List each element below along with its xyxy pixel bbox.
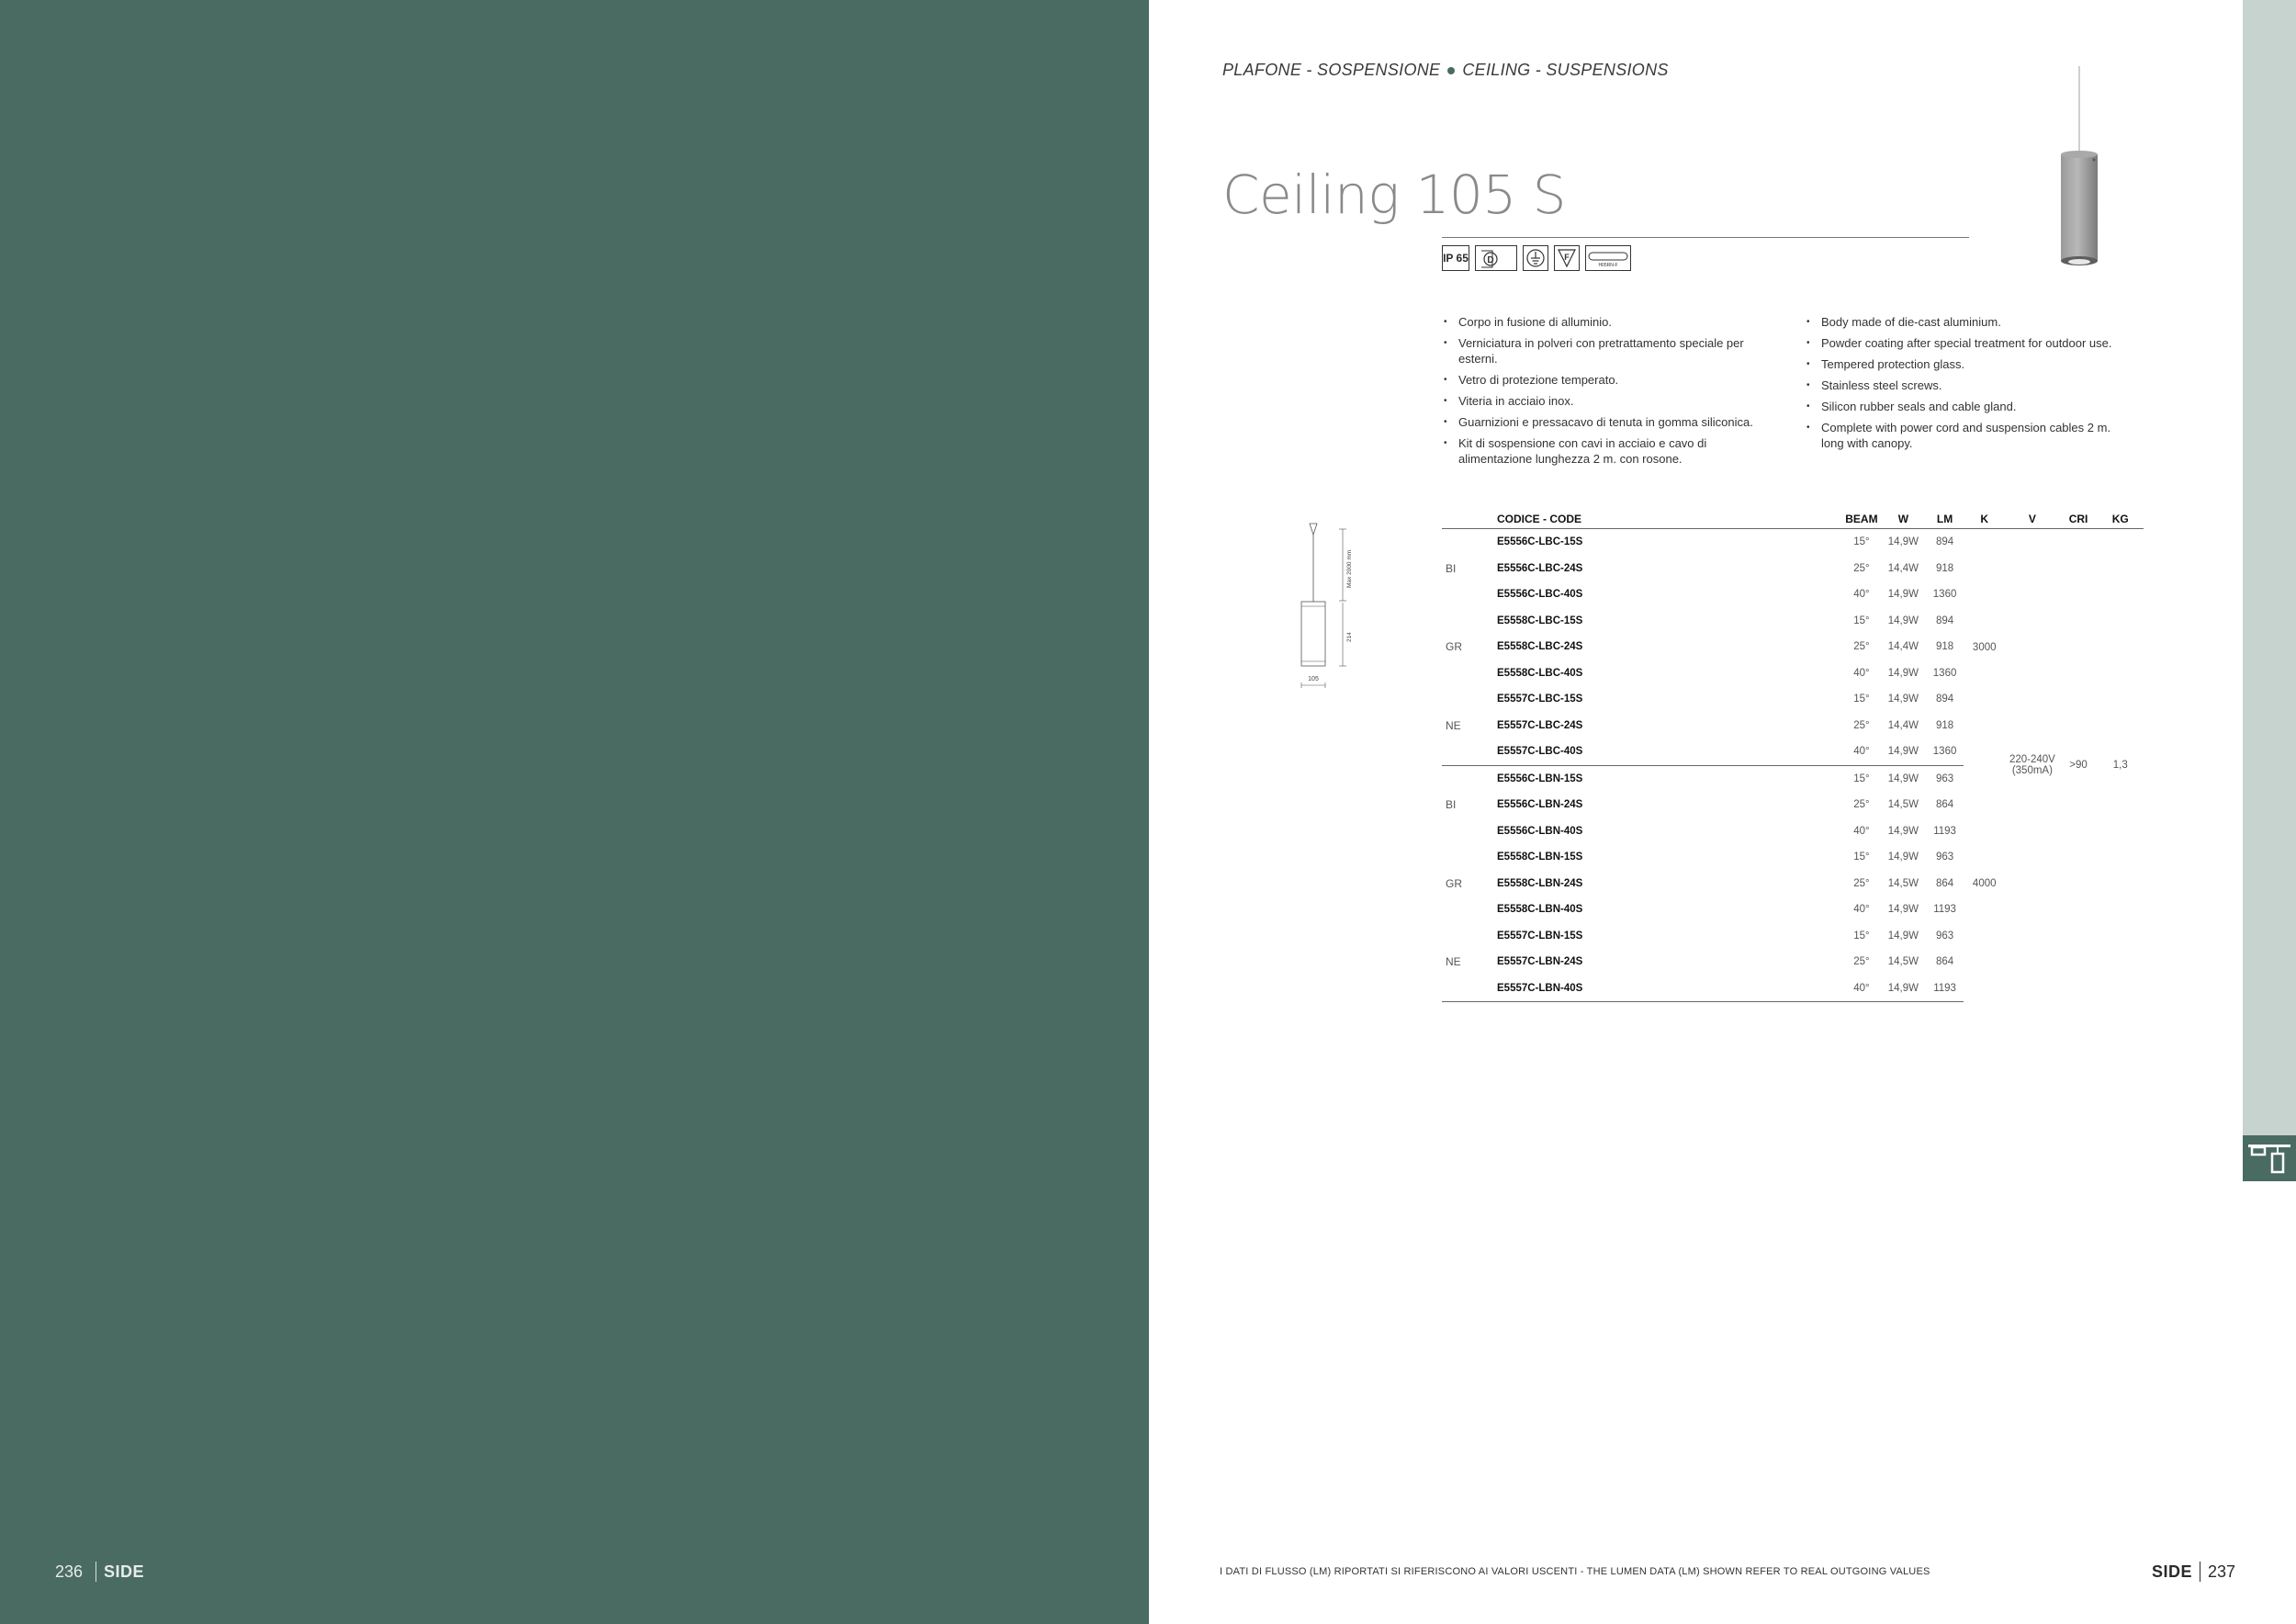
- beam-cell: 15°: [1853, 536, 1870, 548]
- cri-shared-cell: >90: [2069, 760, 2088, 772]
- product-code-cell: E5556C-LBC-40S: [1497, 589, 1583, 601]
- category-dot-icon: [1447, 67, 1455, 74]
- feature-it-item: • Corpo in fusione di alluminio.: [1442, 314, 1763, 330]
- feature-it-item: • Kit di sospensione con cavi in acciaio e cavo di alimentazione lunghezza 2 m. con rosone.: [1442, 435, 1763, 467]
- lumen-cell: 864: [1935, 877, 1954, 889]
- color-temperature-cell: 4000: [1972, 877, 1997, 889]
- product-code-cell: E5557C-LBN-15S: [1497, 930, 1583, 942]
- finish-cell: BI: [1446, 798, 1457, 812]
- beam-cell: 25°: [1853, 562, 1870, 574]
- beam-cell: 25°: [1853, 719, 1870, 731]
- wattage-cell: 14,9W: [1887, 694, 1919, 705]
- product-code-cell: E5558C-LBC-24S: [1497, 641, 1583, 653]
- wattage-cell: 14,4W: [1887, 562, 1919, 574]
- header-kg: KG: [2098, 510, 2144, 529]
- header-v: V: [2005, 510, 2059, 529]
- lumen-cell: 1360: [1926, 739, 1964, 765]
- beam-cell: 15°: [1853, 615, 1870, 626]
- ceiling-suspension-section-tab[interactable]: [2243, 1135, 2296, 1181]
- category-en: CEILING - SUSPENSIONS: [1462, 61, 1669, 79]
- product-code-cell: E5556C-LBC-24S: [1497, 562, 1583, 574]
- lumen-cell: 894: [1935, 615, 1954, 626]
- right-page-number: 237: [2207, 1562, 2235, 1581]
- finish-cell: NE: [1446, 718, 1461, 732]
- finish-cell: [1442, 765, 1462, 792]
- wattage-cell: 14,9W: [1887, 904, 1919, 916]
- finish-cell: [1442, 818, 1462, 845]
- finish-cell: [1442, 581, 1462, 608]
- wattage-cell: 14,5W: [1887, 799, 1919, 811]
- lumen-data-footnote: I DATI DI FLUSSO (LM) RIPORTATI SI RIFERISCONO AI VALORI USCENTI - THE LUMEN DATA (LM) SHOWN REFER TO REAL OUTGOING VALUES: [1220, 1566, 1930, 1577]
- wattage-cell: 14,5W: [1887, 956, 1919, 968]
- width-label: 105: [1308, 676, 1319, 682]
- ip65-icon: IP 65: [1442, 245, 1469, 271]
- beam-cell: 25°: [1853, 956, 1870, 968]
- technical-drawing: [1286, 522, 1368, 692]
- feature-en-item: • Body made of die-cast aluminium.: [1805, 314, 2126, 330]
- wattage-cell: 14,9W: [1881, 739, 1926, 765]
- current-line: (350mA): [2011, 765, 2053, 777]
- lumen-cell: 864: [1935, 956, 1954, 968]
- max-length-label: Max 2000 mm: [1346, 549, 1353, 588]
- header-lm: LM: [1926, 510, 1964, 529]
- product-code-cell: E5557C-LBC-24S: [1497, 719, 1583, 731]
- lumen-cell: 963: [1935, 930, 1954, 942]
- left-page-number: 236: [55, 1562, 84, 1581]
- wattage-cell: 14,9W: [1887, 589, 1919, 601]
- feature-en-item: • Powder coating after special treatment for outdoor use.: [1805, 335, 2126, 351]
- beam-cell: 15°: [1853, 930, 1870, 942]
- header-k: K: [1964, 510, 2005, 529]
- lumen-cell: 894: [1935, 694, 1954, 705]
- right-page-footer: [2152, 1562, 2235, 1582]
- lumen-cell: 864: [1935, 799, 1954, 811]
- finish-cell: [1442, 529, 1462, 556]
- finish-cell: [1442, 608, 1462, 635]
- wattage-cell: 14,9W: [1887, 536, 1919, 548]
- finish-cell: [1442, 976, 1462, 1002]
- lumen-cell: 894: [1935, 536, 1954, 548]
- finish-cell: BI: [1446, 561, 1457, 575]
- lumen-cell: 1193: [1926, 976, 1964, 1002]
- feature-en-item: • Complete with power cord and suspension cables 2 m. long with canopy.: [1805, 420, 2126, 451]
- header-code: CODICE - CODE: [1462, 510, 1842, 529]
- table-header-row: [1442, 510, 2144, 529]
- header-beam: BEAM: [1842, 510, 1881, 529]
- title-divider: [1442, 237, 1969, 238]
- product-code-cell: E5557C-LBC-40S: [1462, 739, 1842, 765]
- wattage-cell: 14,9W: [1887, 825, 1919, 837]
- product-code-cell: E5557C-LBN-24S: [1497, 956, 1583, 968]
- lumen-cell: 918: [1935, 719, 1954, 731]
- svg-text:F: F: [1564, 253, 1570, 262]
- lumen-cell: 918: [1935, 641, 1954, 653]
- lumen-cell: 1360: [1932, 589, 1957, 601]
- beam-cell: 40°: [1853, 825, 1870, 837]
- finish-cell: GR: [1446, 640, 1462, 654]
- beam-cell: 15°: [1853, 851, 1870, 863]
- lumen-cell: 1193: [1933, 904, 1956, 916]
- finish-cell: [1442, 923, 1462, 950]
- feature-en-item: • Silicon rubber seals and cable gland.: [1805, 399, 2126, 414]
- spec-table: [1442, 510, 2144, 1002]
- kg-shared-cell: 1,3: [2112, 760, 2128, 772]
- finish-cell: [1442, 897, 1462, 923]
- beam-cell: 40°: [1842, 739, 1881, 765]
- f-mark-icon: [1554, 245, 1580, 271]
- wattage-cell: 14,9W: [1887, 667, 1919, 679]
- feature-en-item: • Tempered protection glass.: [1805, 356, 2126, 372]
- beam-cell: 40°: [1842, 976, 1881, 1002]
- svg-text:H05RN-F: H05RN-F: [1598, 263, 1618, 268]
- beam-cell: 15°: [1853, 773, 1870, 784]
- finish-cell: [1442, 844, 1462, 871]
- wattage-cell: 14,5W: [1887, 877, 1919, 889]
- features-italian: [1442, 314, 1763, 472]
- left-page-brand: SIDE: [104, 1562, 145, 1581]
- product-code-cell: E5556C-LBN-24S: [1497, 799, 1583, 811]
- finish-cell: [1442, 660, 1462, 687]
- wattage-cell: 14,9W: [1887, 851, 1919, 863]
- ceiling-lamp-icon: [2243, 1135, 2296, 1181]
- category-heading: [1222, 61, 1669, 80]
- wattage-cell: 14,4W: [1887, 719, 1919, 731]
- product-code-cell: E5558C-LBC-40S: [1497, 667, 1583, 679]
- right-page-brand: SIDE: [2151, 1562, 2192, 1581]
- cable-h05rn-f-icon: [1585, 245, 1631, 271]
- side-index-band: [2243, 0, 2296, 1135]
- wattage-cell: 14,9W: [1887, 773, 1919, 784]
- product-code-cell: E5558C-LBN-40S: [1497, 904, 1583, 916]
- lumen-cell: 963: [1935, 851, 1954, 863]
- svg-text:D: D: [1487, 255, 1494, 265]
- beam-cell: 40°: [1853, 589, 1870, 601]
- feature-it-item: • Viteria in acciaio inox.: [1442, 393, 1763, 409]
- finish-cell: [1442, 686, 1462, 713]
- lumen-cell: 1193: [1933, 825, 1956, 837]
- wattage-cell: 14,9W: [1887, 930, 1919, 942]
- voltage-line: 220-240V: [2009, 754, 2055, 766]
- lumen-cell: 963: [1935, 773, 1954, 784]
- beam-cell: 40°: [1853, 904, 1870, 916]
- left-page-footer: [55, 1562, 144, 1582]
- product-code-cell: E5556C-LBC-15S: [1497, 536, 1583, 548]
- beam-cell: 15°: [1853, 694, 1870, 705]
- v-shared-cell: [2005, 529, 2059, 1002]
- beam-cell: 25°: [1853, 799, 1870, 811]
- beam-cell: 25°: [1853, 877, 1870, 889]
- feature-en-item: • Stainless steel screws.: [1805, 378, 2126, 393]
- product-code-cell: E5557C-LBN-40S: [1462, 976, 1842, 1002]
- wattage-cell: 14,4W: [1887, 641, 1919, 653]
- feature-it-item: • Vetro di protezione temperato.: [1442, 372, 1763, 388]
- table-row: [1442, 529, 2144, 556]
- feature-it-item: • Guarnizioni e pressacavo di tenuta in gomma siliconica.: [1442, 414, 1763, 430]
- product-title: Ceiling 105 S: [1222, 164, 1566, 226]
- wattage-cell: 14,9W: [1887, 615, 1919, 626]
- feature-it-item: • Verniciatura in polveri con pretrattamento speciale per esterni.: [1442, 335, 1763, 367]
- finish-cell: GR: [1446, 876, 1462, 890]
- lumen-cell: 918: [1935, 562, 1954, 574]
- finish-cell: NE: [1446, 955, 1461, 969]
- color-temperature-cell: 3000: [1972, 641, 1997, 653]
- height-label: 214: [1346, 632, 1353, 642]
- header-cri: CRI: [2060, 510, 2098, 529]
- d-mark-icon: [1475, 245, 1517, 271]
- product-code-cell: E5558C-LBN-24S: [1497, 877, 1583, 889]
- product-code-cell: E5558C-LBN-15S: [1497, 851, 1583, 863]
- product-code-cell: E5557C-LBC-15S: [1497, 694, 1583, 705]
- earth-class-icon: [1523, 245, 1548, 271]
- header-w: W: [1881, 510, 1926, 529]
- product-photo: [2052, 66, 2107, 273]
- certification-icons: [1442, 245, 1631, 271]
- beam-cell: 40°: [1853, 667, 1870, 679]
- category-it: PLAFONE - SOSPENSIONE: [1222, 61, 1441, 79]
- finish-cell: [1442, 739, 1462, 765]
- product-code-cell: E5556C-LBN-15S: [1497, 773, 1583, 784]
- wattage-cell: 14,9W: [1881, 976, 1926, 1002]
- lumen-cell: 1360: [1932, 667, 1957, 679]
- product-code-cell: E5556C-LBN-40S: [1497, 825, 1583, 837]
- product-code-cell: E5558C-LBC-15S: [1497, 615, 1583, 626]
- features-english: [1805, 314, 2126, 457]
- beam-cell: 25°: [1853, 641, 1870, 653]
